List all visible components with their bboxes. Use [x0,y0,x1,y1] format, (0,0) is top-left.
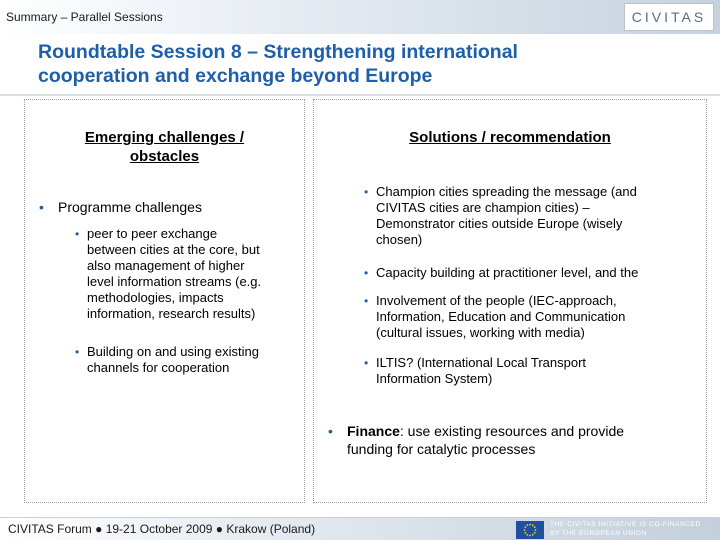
text-line: Information System) [376,371,493,386]
text-line: Involvement of the people (IEC-approach, [376,293,617,308]
event-info: CIVITAS Forum ● 19-21 October 2009 ● Krakow (Poland) [8,522,316,536]
solutions-panel [313,99,707,503]
cofund-line: THE CIVITAS INITIATIVE IS CO-FINANCED [550,521,701,528]
text-line: ILTIS? (International Local Transport [376,355,587,370]
slide-title [38,40,708,88]
bullet-icon: • [328,423,333,439]
solutions-heading: Solutions / recommendation [409,129,611,146]
text-line: Building on and using existing [87,344,260,359]
bullet-icon: • [364,266,369,280]
text-line: Champion cities spreading the message (and [376,184,637,199]
title-line: Roundtable Session 8 – Strengthening international [38,41,518,63]
list-item-text: Programme challenges [58,199,202,215]
text-line: Capacity building at practitioner level, and the [376,265,639,280]
sub-list-item-text [87,226,261,322]
finance-label: Finance [347,423,400,439]
text-line: information, research results) [87,306,256,321]
sub-list-item-text [376,355,586,387]
bullet-icon: • [39,199,44,215]
text-line: also management of higher [87,258,245,273]
header-bar [0,0,720,34]
text-line: channels for cooperation [87,360,230,375]
text-line: peer to peer exchange [87,226,218,241]
eu-flag-icon [516,521,544,539]
sub-list-item-text [376,293,625,341]
bullet-icon: • [364,185,369,199]
text-line: (cultural issues, working with media) [376,325,585,340]
finance-text: : use existing resources and provide [399,423,625,439]
sub-list-item-text [87,344,259,376]
bullet-icon: • [364,356,369,370]
text-line: Information, Education and Communication [376,309,626,324]
cofund-line: BY THE EUROPEAN UNION [550,529,647,537]
title-line: cooperation and exchange beyond Europe [38,65,433,87]
cofinancing-note [550,521,710,538]
text-line: level information streams (e.g. [87,274,262,289]
bullet-icon: • [364,294,369,308]
bullet-icon: • [75,227,80,241]
eu-stars-icon [516,521,544,539]
text-line: methodologies, impacts [87,290,224,305]
bullet-icon: • [75,345,80,359]
section-label: Summary – Parallel Sessions [6,10,163,24]
logo-text: CIVITAS [631,9,707,25]
heading-line: Emerging challenges / [84,129,245,146]
heading-line: obstacles [129,148,200,165]
list-item-text [347,422,624,458]
title-divider [0,94,720,96]
text-line [347,422,624,440]
challenges-panel [24,99,305,503]
sub-list-item-text [376,265,638,281]
text-line: Demonstrator cities outside Europe (wisely [376,216,623,231]
sub-list-item-text [376,184,637,248]
text-line: funding for catalytic processes [347,441,536,457]
text-line: CIVITAS cities are champion cities) – [376,200,590,215]
text-line: between cities at the core, but [87,242,260,257]
text-line: chosen) [376,232,423,247]
challenges-heading [25,128,304,166]
footer-bar [0,517,720,540]
civitas-logo [624,3,714,31]
